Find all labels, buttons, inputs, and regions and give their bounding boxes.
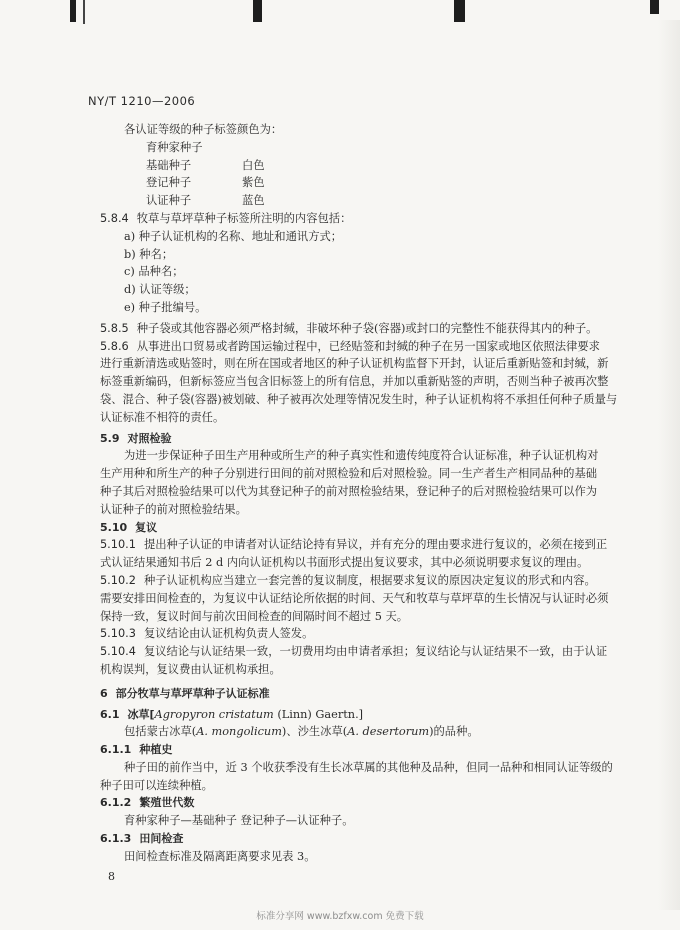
section-title: 复议 [135,520,158,534]
text-line: 袋、混合、种子袋(容器)被划破、种子被再次处理等情况发生时，种子认证机构将不承担任何种子质量与 [100,392,618,406]
text-line: 提出种子认证的申请者对认证结论持有异议，并有充分的理由要求进行复议的，必须在接到正 [143,538,608,552]
section-title: 田间检查 [139,832,184,846]
text-part: )、沙生冰草( [281,725,348,739]
section-number: 6 [100,686,108,700]
section-5-10-3 [100,625,610,643]
page-edge-shadow [658,20,680,910]
section-5-10-heading [100,519,610,537]
seed-color: 蓝色 [242,194,265,208]
section-number: 5.8.4 [100,211,129,225]
text-line: 种子田可以连续种植。 [100,778,213,792]
text-line: 标签重新编码，但新标签应当包含旧标签上的所有信息，并加以重新贴签的声明，否则当种子被再次整 [100,375,609,389]
seed-color-row [100,174,610,192]
section-5-10-1 [100,536,610,554]
section-text: 牧草与草坪草种子标签所注明的内容包括： [136,211,352,225]
seed-color-row [100,157,610,175]
section-5-8-5 [100,320,610,338]
scan-artifact [454,0,465,22]
scan-artifact [650,0,659,14]
section-5-8-4 [100,210,610,228]
section-number: 5.10 [100,520,128,534]
section-number: 5.10.2 [100,573,136,587]
section-5-10-4 [100,643,610,661]
seed-grade: 登记种子 [146,176,192,190]
standard-code-header: NY/T 1210—2006 [88,94,196,108]
text-line: 认证标准不相符的责任。 [100,410,225,424]
scan-artifact [70,0,76,22]
section-title: 对照检验 [127,431,172,445]
text-line: 种子田的前作当中，近 3 个收获季没有生长冰草属的其他种及品种，但同一品种和相同认证等级的 [124,760,613,774]
section-5-10-2 [100,572,610,590]
section-title: 繁殖世代数 [139,796,195,810]
list-item: b) 种名； [124,247,174,261]
text-line: 田间检查标准及隔离距离要求见表 3。 [124,849,316,863]
text-line: 保持一致，复议时间与前次田间检查的间隔时间不超过 5 天。 [100,609,409,623]
list-item: e) 种子批编号。 [124,300,207,314]
text-line: 需要安排田间检查的，为复议中认证结论所依据的时间、天气和牧草与草坪草的生长情况与认证时必须 [100,591,609,605]
text-line: 机构误判，复议费由认证机构承担。 [100,662,281,676]
section-5-8-6 [100,338,610,356]
latin-name: A. mongolicum [196,725,282,739]
section-6-1-3-heading [100,830,610,848]
text-line: 种子认证机构应当建立一套完善的复议制度，根据要求复议的原因决定复议的形式和内容。 [143,573,596,587]
seed-color: 紫色 [242,176,265,190]
section-text: 复议结论由认证机构负责人签发。 [143,627,314,641]
list-item: d) 认证等级； [124,283,196,297]
section-title: 部分牧草与草坪草种子认证标准 [115,686,270,700]
text-line: 育种家种子—基础种子 登记种子—认证种子。 [124,814,354,828]
section-6-1-1-heading [100,741,610,759]
text-part: )的品种。 [429,725,479,739]
text-line: 进行重新清选或贴签时，则在所在国或者地区的种子认证机构监督下开封，认证后重新贴签和封缄，新 [100,357,609,371]
section-number: 5.8.6 [100,339,129,353]
text-line: 为进一步保证种子田生产用种或所生产的种子真实性和遗传纯度符合认证标准，种子认证机构对 [124,449,599,463]
seed-grade: 认证种子 [146,194,192,208]
section-number: 5.8.5 [100,321,129,335]
section-number: 5.10.4 [100,645,136,659]
section-number: 5.9 [100,431,120,445]
section-text: 种子袋或其他容器必须严格封缄，非破坏种子袋(容器)或封口的完整性不能获得其内的种子。 [136,321,598,335]
scan-artifact [83,0,85,24]
section-6-1-2-heading [100,794,610,812]
label-color-intro: 各认证等级的种子标签颜色为： [124,123,283,136]
latin-name: A. desertorum [347,725,430,739]
page-number: 8 [108,870,115,883]
text-line: 式认证结果通知书后 2 d 内向认证机构以书面形式提出复议要求，其中必须说明要求复议的理由。 [100,556,589,570]
latin-author: (Linn) Gaertn.] [273,707,364,721]
text-line: 认证种子的前对照检验结果。 [100,502,247,516]
seed-grade: 基础种子 [146,158,192,172]
list-item: a) 种子认证机构的名称、地址和通讯方式； [124,229,343,243]
section-number: 5.10.1 [100,538,136,552]
latin-name: Agropyron cristatum [154,707,274,721]
section-number: 6.1.1 [100,743,132,757]
seed-color-row [100,139,610,157]
list-item: c) 品种名； [124,265,184,279]
text-line: 从事进出口贸易或者跨国运输过程中，已经贴签和封缄的种子在另一国家或地区依照法律要求 [136,339,600,353]
document-body [100,121,618,866]
section-5-9-heading [100,430,610,448]
species-name: 冰草[ [127,707,155,721]
section-number: 6.1.2 [100,796,132,810]
seed-color: 白色 [242,158,265,172]
section-number: 6.1.3 [100,832,132,846]
section-number: 5.10.3 [100,627,136,641]
text-line: 种子其后对照检验结果可以代为其登记种子的前对照检验结果，登记种子的后对照检验结果可以作为 [100,484,598,498]
text-line: 生产用种和所生产的种子分别进行田间的前对照检验和后对照检验。同一生产者生产相同品种的基础 [100,467,598,481]
section-number: 6.1 [100,707,120,721]
text-part: 包括蒙古冰草( [124,725,197,739]
section-title: 种植史 [139,743,173,757]
section-6-1-heading [100,706,610,724]
scan-artifact [253,0,262,22]
section-6-1-desc [100,723,610,741]
seed-grade: 育种家种子 [146,140,203,154]
text-line: 复议结论与认证结果一致，一切费用均由申请者承担；复议结论与认证结果不一致，由于认证 [143,645,608,659]
seed-color-row [100,192,610,210]
section-6-heading [100,685,610,703]
watermark-footer[interactable]: 标准分享网 www.bzfxw.com 免费下载 [256,911,424,922]
